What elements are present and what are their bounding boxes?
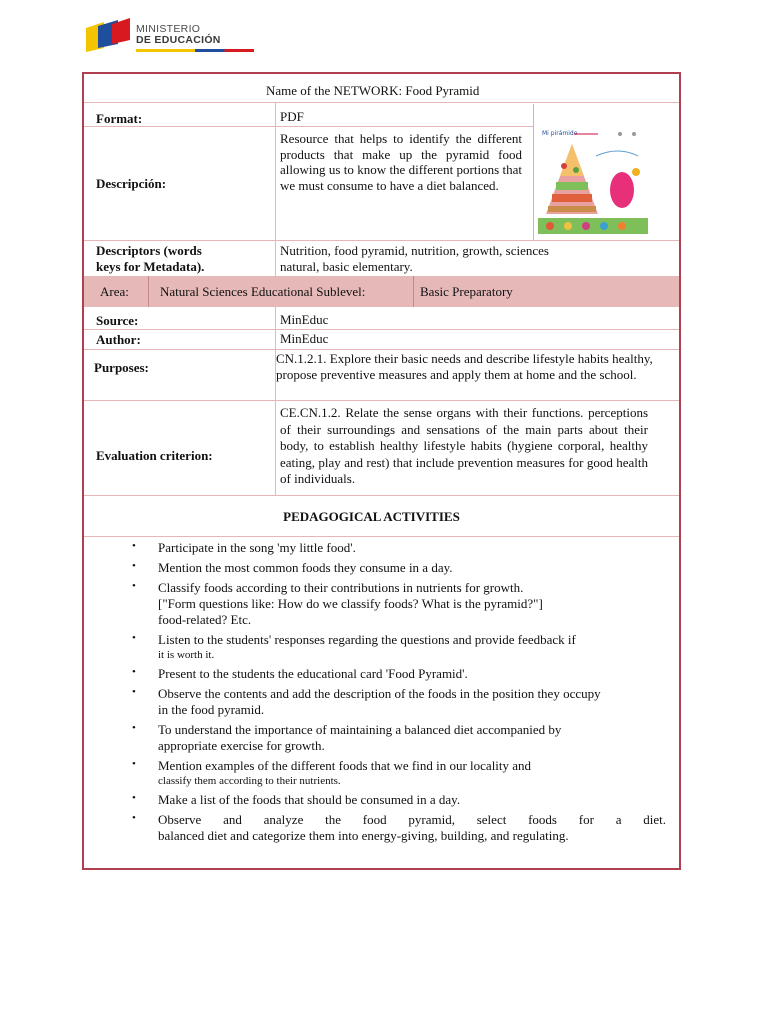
descriptors-value <box>280 243 549 274</box>
sublevel-value: Basic Preparatory <box>420 284 513 299</box>
divider <box>84 536 679 537</box>
source-label: Source: <box>96 313 139 328</box>
descriptors-value-line-2: natural, basic elementary. <box>280 258 413 274</box>
list-item: • Make a list of the foods that should be consumed in a day. <box>132 792 461 807</box>
bullet-icon: • <box>132 686 136 698</box>
author-value: MinEduc <box>280 331 329 346</box>
descriptors-label-line-2: keys for Metadata). <box>96 258 205 274</box>
bullet-icon: • <box>132 632 136 644</box>
ministry-emblem-icon <box>84 18 132 54</box>
divider <box>84 240 679 241</box>
svg-text:Mi pirámide: Mi pirámide <box>542 130 578 137</box>
bullet-icon: • <box>132 722 136 734</box>
descriptors-label <box>96 243 204 274</box>
divider <box>148 276 149 307</box>
resource-card <box>82 72 681 870</box>
list-item: • Observe and analyze the food pyramid, select foods for a diet. balanced diet and categorize them into energy-giving, building, and regulating. <box>132 812 666 843</box>
divider <box>84 329 679 330</box>
list-item: • Listen to the students' responses regarding the questions and provide feedback if it is worth it. <box>132 632 576 661</box>
descriptors-label-line-1: Descriptors (words <box>96 243 202 258</box>
purposes-value: CN.1.2.1. Explore their basic needs and describe lifestyle habits healthy, propose preventive measures and apply them at home and the school. <box>276 351 653 382</box>
bullet-icon: • <box>132 560 136 572</box>
bullet-icon: • <box>132 580 136 592</box>
divider <box>275 400 276 495</box>
divider <box>84 349 679 350</box>
descriptors-value-line-1: Nutrition, food pyramid, nutrition, growth, sciences <box>280 243 549 258</box>
area-value: Natural Sciences Educational Sublevel: <box>160 284 366 299</box>
activities-heading: PEDAGOGICAL ACTIVITIES <box>283 509 460 524</box>
network-title: Name of the NETWORK: Food Pyramid <box>266 83 480 98</box>
list-item: • Present to the students the educational card 'Food Pyramid'. <box>132 666 468 681</box>
format-label: Format: <box>96 111 143 126</box>
list-item: • To understand the importance of maintaining a balanced diet accompanied by appropriate exercise for growth. <box>132 722 562 753</box>
purposes-label: Purposes: <box>94 360 149 375</box>
area-label: Area: <box>100 284 129 299</box>
logo-line-1: MINISTERIO <box>136 23 201 35</box>
area-row <box>84 276 679 307</box>
food-pyramid-thumbnail <box>538 126 648 236</box>
bullet-icon: • <box>132 666 136 678</box>
ministry-logo <box>84 18 234 56</box>
logo-stripe <box>136 49 254 52</box>
activities-list <box>126 540 666 848</box>
description-label: Descripción: <box>96 176 167 191</box>
source-value: MinEduc <box>280 312 329 327</box>
bullet-icon: • <box>132 540 136 552</box>
logo-line-2: DE EDUCACIÓN <box>136 34 221 46</box>
divider <box>84 495 679 496</box>
author-label: Author: <box>96 332 141 347</box>
bullet-icon: • <box>132 812 136 824</box>
divider <box>84 126 534 127</box>
list-item: • Mention examples of the different foods that we find in our locality and classify them according to their nutrients. <box>132 758 532 787</box>
list-item: • Observe the contents and add the description of the foods in the position they occupy in the food pyramid. <box>132 686 601 717</box>
list-item: • Classify foods according to their contributions in nutrients for growth. ["Form questions like: How do we classify foods? What is the pyramid?"] food-related? Etc. <box>132 580 543 627</box>
description-value: Resource that helps to identify the different products that make up the pyramid food allowing us to know the different portions that we must consume to have a diet balanced. <box>280 131 522 193</box>
list-item: • Participate in the song 'my little food'. <box>132 540 356 555</box>
divider <box>84 102 679 103</box>
divider <box>533 104 534 240</box>
divider <box>84 400 679 401</box>
evaluation-label: Evaluation criterion: <box>96 448 213 463</box>
list-item: • Mention the most common foods they consume in a day. <box>132 560 453 575</box>
bullet-icon: • <box>132 758 136 770</box>
divider <box>413 276 414 307</box>
evaluation-value: CE.CN.1.2. Relate the sense organs with their functions. perceptions of their surroundings and sensations of the main parts about their body, to establish healthy lifestyle habits (hygiene corporal, healthy eating, play and rest) that include prevention measures for good health of individuals. <box>280 405 648 486</box>
format-value: PDF <box>280 109 304 124</box>
bullet-icon: • <box>132 792 136 804</box>
